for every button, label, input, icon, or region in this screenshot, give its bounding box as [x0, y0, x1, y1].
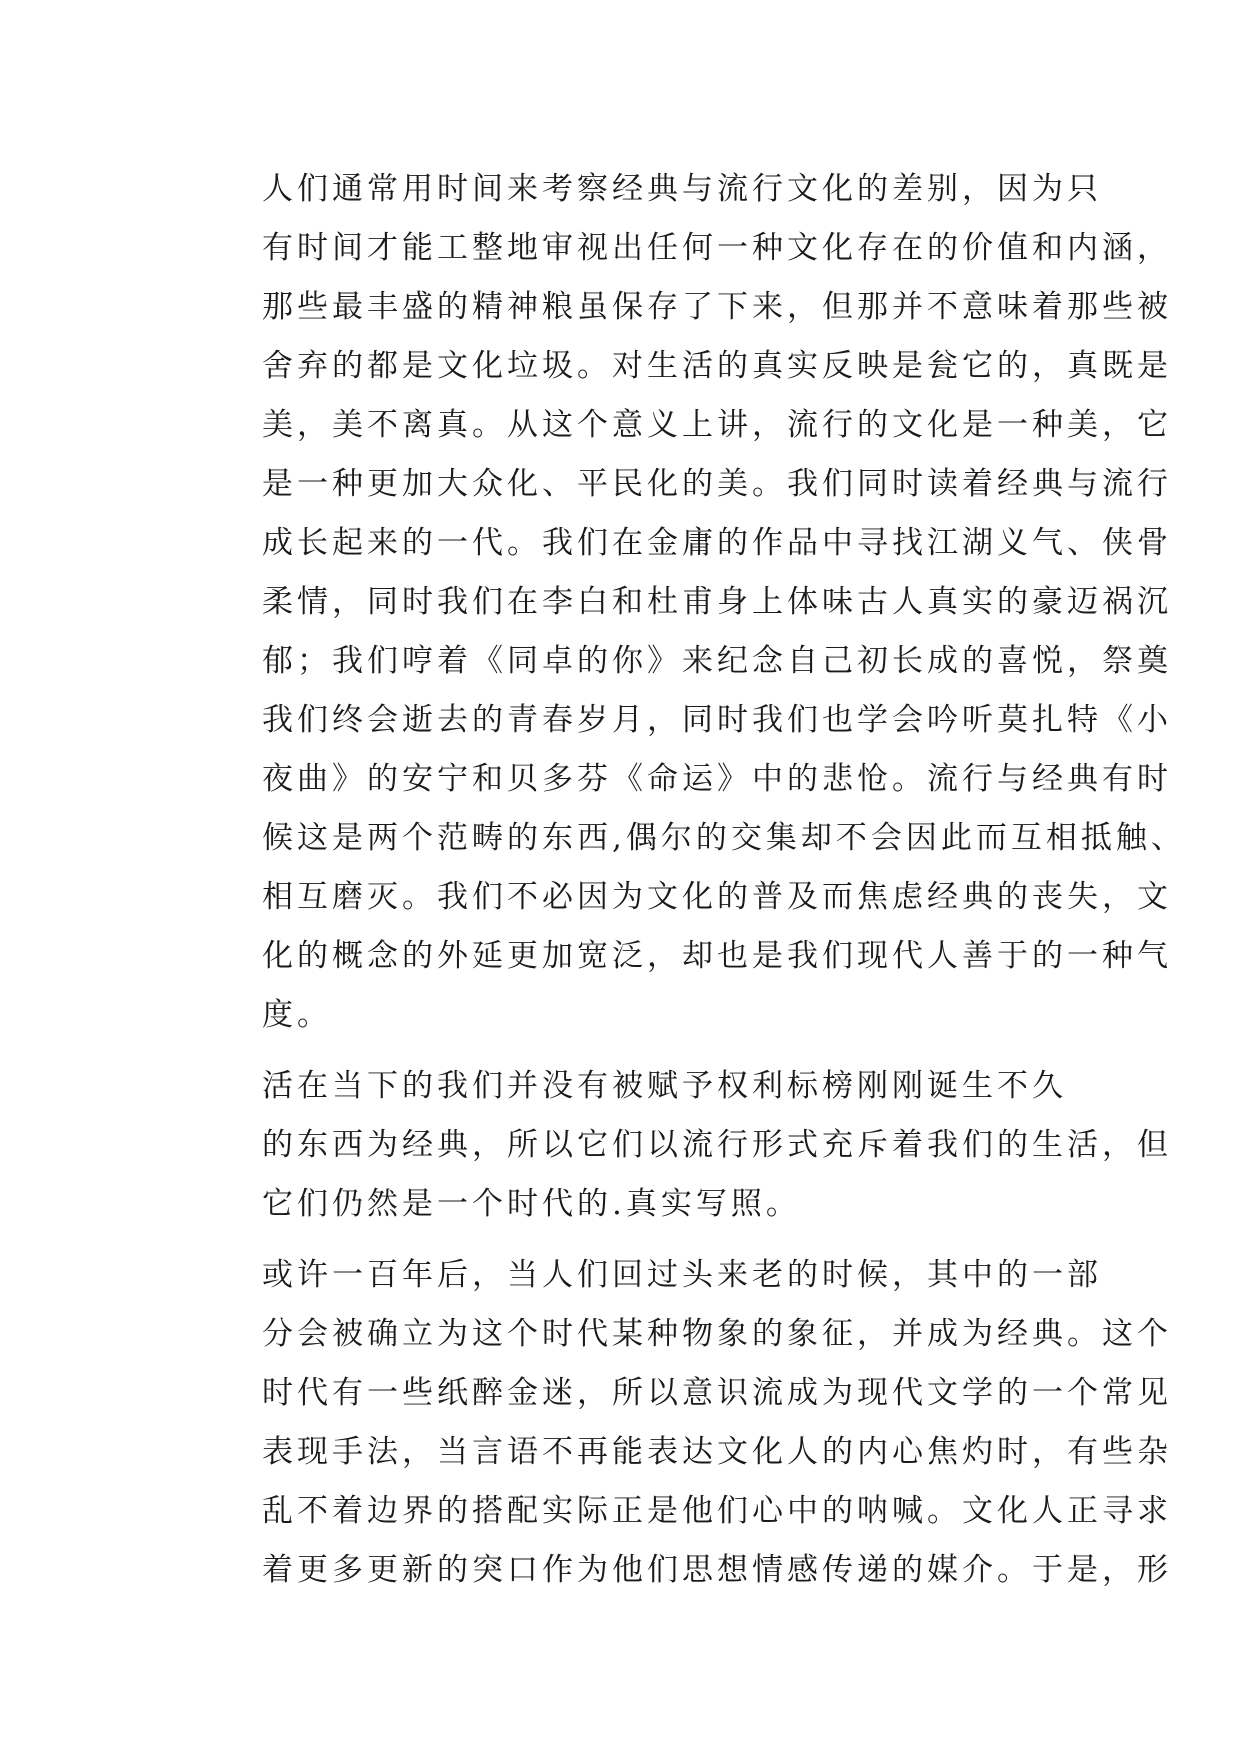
- text-line: 是一种更加大众化、平民化的美。我们同时读着经典与流行: [262, 466, 1172, 502]
- text-line: 夜曲》的安宁和贝多芬《命运》中的悲怆。流行与经典有时: [262, 761, 1172, 797]
- paragraph-2: [192, 1057, 1172, 1234]
- text-line: 或许一百年后，当人们回过头来老的时候，其中的一部: [262, 1257, 1102, 1293]
- text-line: 柔情，同时我们在李白和杜甫身上体味古人真实的豪迈祸沉: [262, 584, 1172, 620]
- text-line: 相互磨灭。我们不必因为文化的普及而焦虑经典的丧失，文: [262, 879, 1172, 915]
- text-line: 乱不着边界的搭配实际正是他们心中的呐喊。文化人正寻求: [262, 1493, 1172, 1529]
- text-line: 人们通常用时间来考察经典与流行文化的差别，因为只: [262, 171, 1102, 207]
- text-line: 着更多更新的突口作为他们思想情感传递的媒介。于是，形: [262, 1552, 1172, 1588]
- text-line: 活在当下的我们并没有被赋予权利标榜刚刚诞生不久: [262, 1068, 1067, 1104]
- text-line: 我们终会逝去的青春岁月，同时我们也学会吟听莫扎特《小: [262, 702, 1172, 738]
- text-line: 化的概念的外延更加宽泛，却也是我们现代人善于的一种气: [262, 938, 1172, 974]
- text-line: 的东西为经典，所以它们以流行形式充斥着我们的生活，但: [262, 1127, 1172, 1163]
- document-body: [192, 160, 1186, 1612]
- text-line: 美，美不离真。从这个意义上讲，流行的文化是一种美，它: [262, 407, 1172, 443]
- paragraph-1: [192, 160, 1186, 1045]
- text-line: 时代有一些纸醉金迷，所以意识流成为现代文学的一个常见: [262, 1375, 1172, 1411]
- text-line: 分会被确立为这个时代某种物象的象征，并成为经典。这个: [262, 1316, 1172, 1352]
- text-line: 表现手法，当言语不再能表达文化人的内心焦灼时，有些杂: [262, 1434, 1172, 1470]
- text-line: 那些最丰盛的精神粮虽保存了下来，但那并不意味着那些被: [262, 289, 1172, 325]
- text-line: 成长起来的一代。我们在金庸的作品中寻找江湖义气、侠骨: [262, 525, 1172, 561]
- text-line: 郁；我们哼着《同卓的你》来纪念自己初长成的喜悦，祭奠: [262, 643, 1172, 679]
- text-line: 候这是两个范畴的东西,偶尔的交集却不会因此而互相抵触、: [262, 820, 1186, 856]
- text-line: 它们仍然是一个时代的.真实写照。: [262, 1186, 801, 1222]
- paragraph-3: [192, 1246, 1172, 1600]
- text-line: 度。: [262, 997, 332, 1033]
- text-line: 有时间才能工整地审视出任何一种文化存在的价值和内涵，: [262, 230, 1172, 266]
- text-line: 舍弃的都是文化垃圾。对生活的真实反映是瓮它的，真既是: [262, 348, 1172, 384]
